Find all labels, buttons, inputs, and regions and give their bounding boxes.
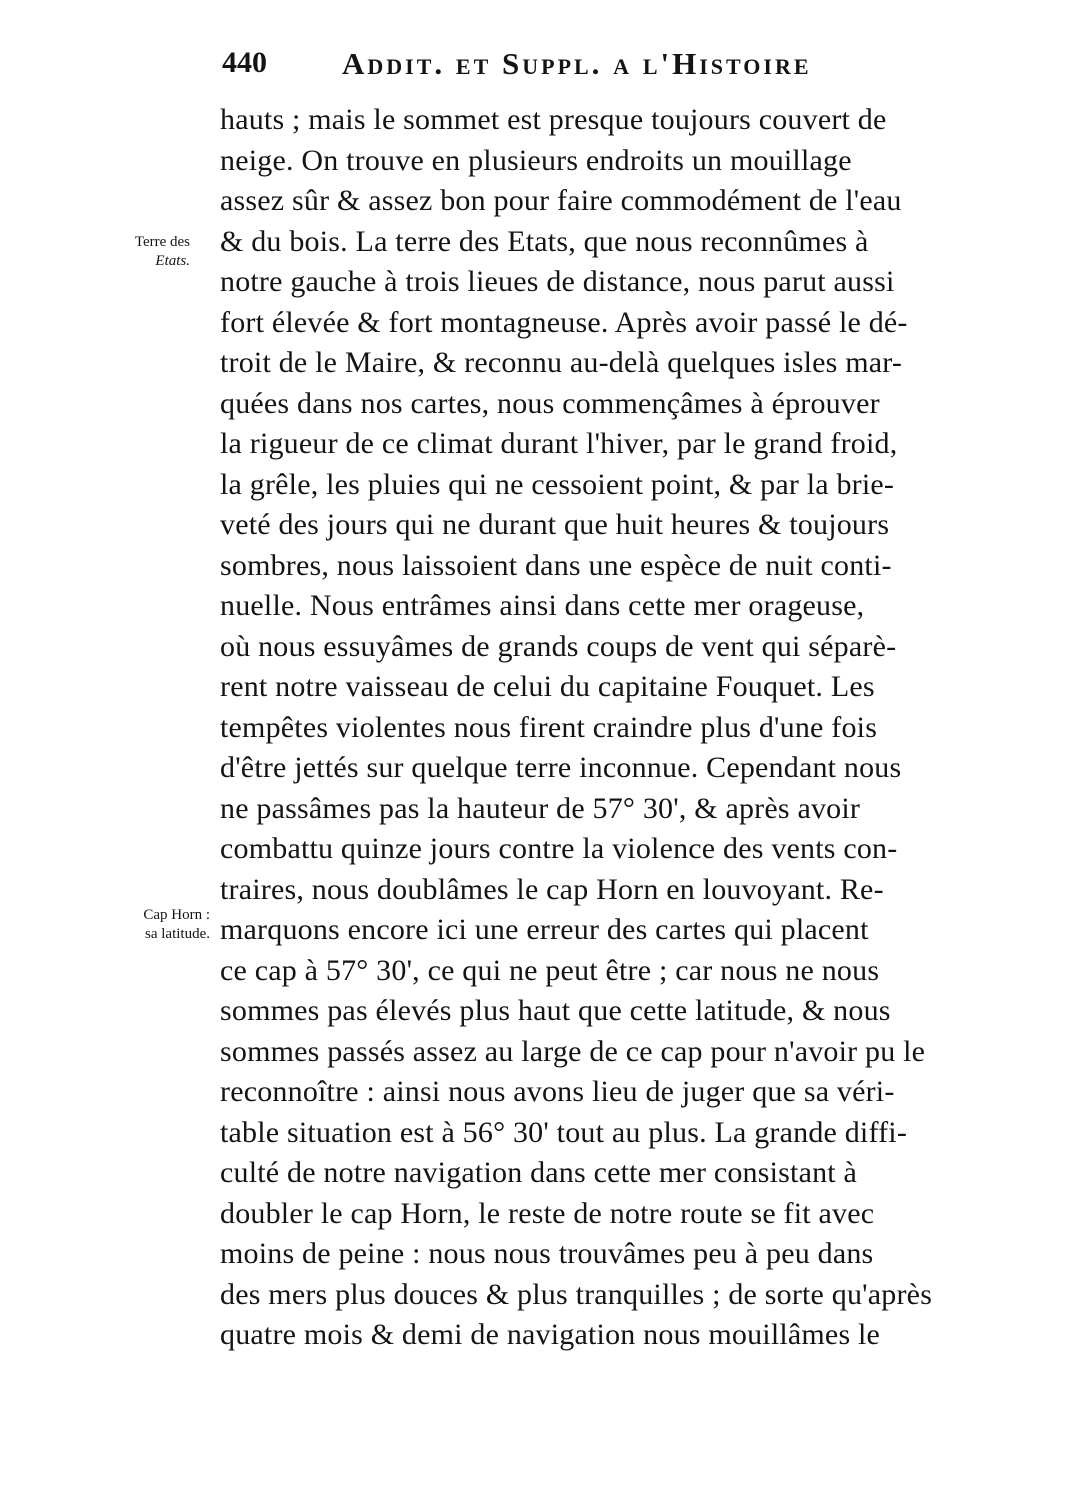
text-line: quées dans nos cartes, nous commençâmes à éprouver: [220, 386, 880, 420]
margin-note-cap-horn: [60, 906, 210, 944]
margin-note-terre-des-etats: [60, 233, 190, 271]
text-line: moins de peine : nous nous trouvâmes peu à peu dans: [220, 1237, 874, 1270]
text-line: marquons encore ici une erreur des cartes qui placent: [220, 913, 869, 946]
running-title: Addit. et Suppl. a l'Histoire: [342, 46, 812, 81]
margin-note-line: Terre des: [134, 234, 190, 250]
text-line: sommes pas élevés plus haut que cette latitude, & nous: [220, 994, 891, 1027]
text-line: traires, nous doublâmes le cap Horn en louvoyant. Re-: [220, 872, 884, 906]
text-line: reconnoître : ainsi nous avons lieu de juger que sa véri-: [220, 1075, 895, 1108]
text-line: tempêtes violentes nous firent craindre plus d'une fois: [220, 710, 878, 744]
text-line: troit de le Maire, & reconnu au-delà quelques isles mar-: [220, 346, 903, 379]
text-line: rent notre vaisseau de celui du capitaine Fouquet. Les: [220, 670, 875, 703]
text-line: la grêle, les pluies qui ne cessoient point, & par la brie-: [220, 467, 895, 501]
text-line: où nous essuyâmes de grands coups de vent qui séparè-: [220, 629, 897, 663]
text-line: des mers plus douces & plus tranquilles ; de sorte qu'après: [220, 1277, 933, 1311]
text-line: hauts ; mais le sommet est presque toujours couvert de: [220, 103, 887, 136]
text-line: notre gauche à trois lieues de distance, nous parut aussi: [220, 265, 895, 298]
body-text: [220, 100, 1020, 1356]
text-line: neige. On trouve en plusieurs endroits un mouillage: [220, 143, 852, 177]
text-line: fort élevée & fort montagneuse. Après avoir passé le dé-: [220, 305, 908, 339]
text-line: combattu quinze jours contre la violence des vents con-: [220, 832, 898, 865]
margin-note-line: Etats.: [155, 253, 190, 269]
text-line: sommes passés assez au large de ce cap pour n'avoir pu le: [220, 1034, 926, 1068]
margin-note-line: Cap Horn :: [143, 907, 210, 923]
text-line: culté de notre navigation dans cette mer consistant à: [220, 1156, 858, 1189]
text-line: doubler le cap Horn, le reste de notre route se fit avec: [220, 1196, 875, 1230]
text-line: d'être jettés sur quelque terre inconnue. Cependant nous: [220, 751, 902, 784]
margin-note-line: sa latitude.: [145, 926, 210, 942]
text-line: quatre mois & demi de navigation nous mouillâmes le: [220, 1318, 881, 1351]
text-line: la rigueur de ce climat durant l'hiver, par le grand froid,: [220, 427, 898, 460]
text-line: table situation est à 56° 30' tout au plus. La grande diffi-: [220, 1115, 908, 1149]
text-line: sombres, nous laissoient dans une espèce de nuit conti-: [220, 548, 892, 582]
text-line: assez sûr & assez bon pour faire commodément de l'eau: [220, 184, 902, 217]
text-line: ne passâmes pas la hauteur de 57° 30', & après avoir: [220, 791, 861, 825]
text-line: veté des jours qui ne durant que huit heures & toujours: [220, 508, 890, 541]
page-number: 440: [222, 46, 267, 79]
text-line: & du bois. La terre des Etats, que nous reconnûmes à: [220, 224, 869, 258]
page-header: [222, 46, 992, 90]
text-line: nuelle. Nous entrâmes ainsi dans cette mer orageuse,: [220, 589, 865, 622]
text-line: ce cap à 57° 30', ce qui ne peut être ; car nous ne nous: [220, 953, 880, 987]
